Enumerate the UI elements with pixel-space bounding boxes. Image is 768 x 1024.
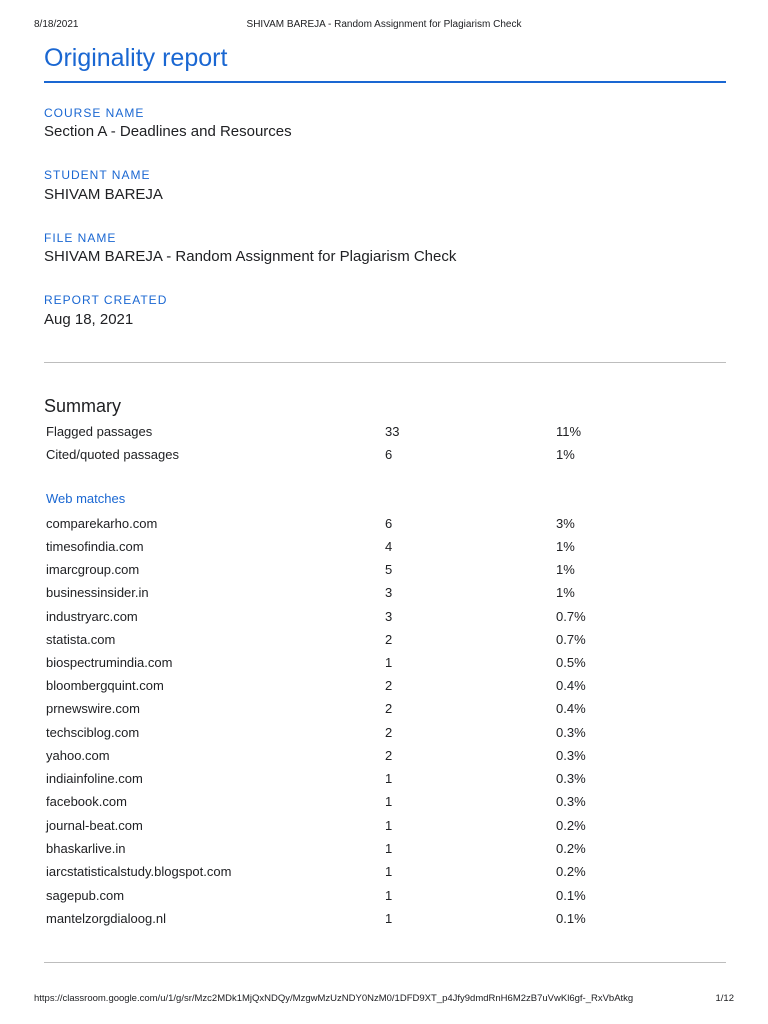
web-match-percent: 0.1%	[556, 888, 586, 903]
web-match-site: sagepub.com	[46, 888, 125, 903]
web-match-site: mantelzorgdialoog.nl	[46, 911, 166, 926]
web-match-percent: 0.3%	[556, 748, 586, 763]
web-match-percent: 0.7%	[556, 609, 586, 624]
web-match-site: iarcstatisticalstudy.blogspot.com	[46, 864, 232, 879]
file-name-label: FILE NAME	[44, 231, 117, 245]
web-match-count: 2	[385, 725, 393, 740]
web-match-row	[46, 701, 726, 721]
web-match-count: 2	[385, 678, 393, 693]
section-divider	[44, 362, 726, 363]
web-match-row	[46, 794, 726, 814]
print-title: SHIVAM BAREJA - Random Assignment for Plagiarism Check	[246, 19, 522, 30]
web-match-row	[46, 609, 726, 629]
print-date: 8/18/2021	[34, 19, 79, 30]
web-match-site: industryarc.com	[46, 609, 138, 624]
web-match-count: 1	[385, 818, 393, 833]
summary-row-cited	[46, 447, 726, 467]
web-match-row	[46, 841, 726, 861]
summary-row-count: 33	[385, 424, 400, 439]
web-match-row	[46, 539, 726, 559]
web-match-percent: 0.4%	[556, 701, 586, 716]
web-match-row	[46, 725, 726, 745]
web-match-row	[46, 888, 726, 908]
course-name-label: COURSE NAME	[44, 106, 145, 120]
summary-row-label: Flagged passages	[46, 424, 153, 439]
print-header	[34, 19, 734, 33]
web-match-row	[46, 632, 726, 652]
web-match-count: 3	[385, 609, 393, 624]
summary-row-percent: 1%	[556, 447, 575, 462]
web-match-percent: 1%	[556, 585, 575, 600]
web-match-site: bhaskarlive.in	[46, 841, 126, 856]
web-match-row	[46, 678, 726, 698]
summary-row-flagged	[46, 424, 726, 444]
bottom-divider	[44, 962, 726, 963]
web-match-count: 2	[385, 632, 393, 647]
web-match-row	[46, 771, 726, 791]
report-created-value: Aug 18, 2021	[44, 311, 134, 328]
web-match-count: 2	[385, 701, 393, 716]
web-matches-heading: Web matches	[46, 491, 126, 506]
web-match-count: 3	[385, 585, 393, 600]
course-name-value: Section A - Deadlines and Resources	[44, 123, 292, 140]
web-match-percent: 0.3%	[556, 771, 586, 786]
web-match-row	[46, 911, 726, 931]
print-footer	[34, 993, 734, 1007]
web-match-row	[46, 562, 726, 582]
web-match-percent: 0.5%	[556, 655, 586, 670]
web-match-count: 4	[385, 539, 393, 554]
web-match-percent: 1%	[556, 539, 575, 554]
web-match-row	[46, 585, 726, 605]
web-match-site: indiainfoline.com	[46, 771, 143, 786]
web-match-site: prnewswire.com	[46, 701, 140, 716]
web-match-percent: 1%	[556, 562, 575, 577]
web-match-site: journal-beat.com	[46, 818, 143, 833]
web-match-site: businessinsider.in	[46, 585, 149, 600]
web-match-row	[46, 748, 726, 768]
report-title: Originality report	[44, 44, 228, 72]
web-match-site: yahoo.com	[46, 748, 110, 763]
page-url: https://classroom.google.com/u/1/g/sr/Mzc2MDk1MjQxNDQy/MzgwMzUzNDY0NzM0/1DFD9XT_p4Jfy9dmdRnH6M2zB7uVwKl6gf-_RxVbAtkg	[34, 993, 634, 1004]
file-name-value: SHIVAM BAREJA - Random Assignment for Plagiarism Check	[44, 248, 457, 265]
page-number: 1/12	[715, 993, 734, 1004]
summary-row-count: 6	[385, 447, 393, 462]
web-match-count: 1	[385, 655, 393, 670]
web-match-percent: 0.3%	[556, 794, 586, 809]
web-match-site: comparekarho.com	[46, 516, 158, 531]
web-match-row	[46, 864, 726, 884]
web-match-row	[46, 655, 726, 675]
web-match-percent: 0.1%	[556, 911, 586, 926]
web-match-count: 1	[385, 771, 393, 786]
web-match-percent: 3%	[556, 516, 575, 531]
student-name-value: SHIVAM BAREJA	[44, 186, 163, 203]
web-match-count: 6	[385, 516, 393, 531]
web-match-count: 1	[385, 794, 393, 809]
web-match-site: bloombergquint.com	[46, 678, 164, 693]
web-match-row	[46, 516, 726, 536]
web-match-percent: 0.4%	[556, 678, 586, 693]
summary-row-percent: 11%	[556, 424, 582, 439]
web-match-site: biospectrumindia.com	[46, 655, 173, 670]
web-match-count: 1	[385, 864, 393, 879]
web-match-site: imarcgroup.com	[46, 562, 140, 577]
summary-row-label: Cited/quoted passages	[46, 447, 179, 462]
web-match-count: 1	[385, 911, 393, 926]
web-match-count: 5	[385, 562, 393, 577]
web-match-percent: 0.2%	[556, 841, 586, 856]
web-match-site: facebook.com	[46, 794, 127, 809]
web-match-count: 1	[385, 841, 393, 856]
title-divider	[44, 81, 726, 83]
summary-title: Summary	[44, 396, 122, 416]
web-match-site: techsciblog.com	[46, 725, 140, 740]
web-match-row	[46, 818, 726, 838]
web-match-percent: 0.2%	[556, 818, 586, 833]
web-match-site: timesofindia.com	[46, 539, 144, 554]
web-match-percent: 0.7%	[556, 632, 586, 647]
report-created-label: REPORT CREATED	[44, 293, 168, 307]
web-match-percent: 0.3%	[556, 725, 586, 740]
web-match-count: 2	[385, 748, 393, 763]
web-match-site: statista.com	[46, 632, 116, 647]
student-name-label: STUDENT NAME	[44, 168, 151, 182]
web-match-percent: 0.2%	[556, 864, 586, 879]
web-match-count: 1	[385, 888, 393, 903]
